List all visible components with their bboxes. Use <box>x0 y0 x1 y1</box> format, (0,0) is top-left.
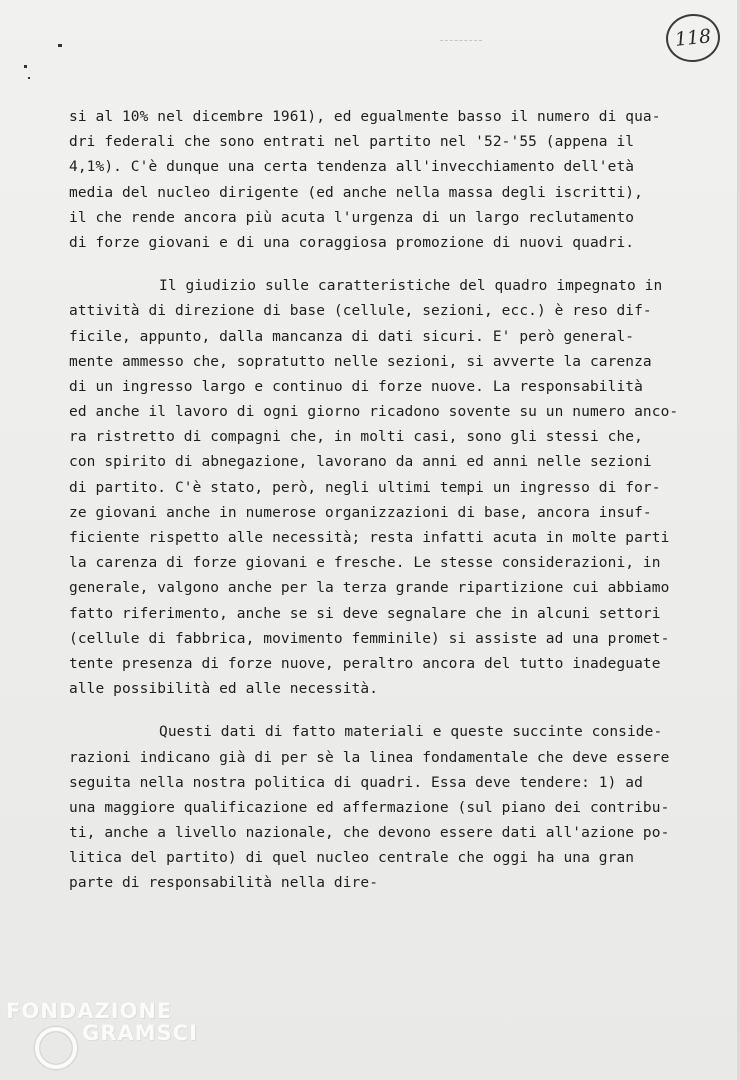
ink-speck <box>58 44 62 47</box>
text-line: si al 10% nel dicembre 1961), ed egualmente basso il numero di qua- <box>69 109 661 125</box>
text-line: ed anche il lavoro di ogni giorno ricadono sovente su un numero anco- <box>69 404 679 421</box>
text-line: Questi dati di fatto materiali e queste succinte conside- <box>159 724 663 741</box>
paragraph-3 <box>69 720 681 896</box>
text-line: tente presenza di forze nuove, peraltro ancora del tutto inadeguate <box>69 655 661 672</box>
text-line: seguita nella nostra politica di quadri. Essa deve tendere: 1) ad <box>69 774 643 791</box>
paragraph-gap <box>69 702 681 720</box>
text-line: razioni indicano già di per sè la linea fondamentale che deve essere <box>69 749 670 766</box>
text-line: la carenza di forze giovani e fresche. Le stesse considerazioni, in <box>69 555 661 572</box>
paragraph-2 <box>69 274 681 702</box>
ink-speck <box>24 65 27 68</box>
text-line: mente ammesso che, sopratutto nelle sezioni, si avverte la carenza <box>69 353 652 370</box>
text-line: ficiente rispetto alle necessità; resta infatti acuta in molte parti <box>69 530 670 546</box>
ink-speck <box>28 77 30 79</box>
faint-pencil-mark <box>440 40 482 41</box>
text-line: Il giudizio sulle caratteristiche del quadro impegnato in <box>159 278 663 295</box>
text-line: parte di responsabilità nella dire- <box>69 875 379 892</box>
text-line: con spirito di abnegazione, lavorano da anni ed anni nelle sezioni <box>69 454 652 471</box>
watermark-logo-icon <box>28 1018 84 1074</box>
typewritten-text <box>69 105 681 897</box>
text-line: fatto riferimento, anche se si deve segnalare che in alcuni settori <box>69 605 661 622</box>
text-line: il che rende ancora più acuta l'urgenza di un largo reclutamento <box>69 209 635 226</box>
text-line: generale, valgono anche per la terza grande ripartizione cui abbiamo <box>69 580 670 597</box>
text-line: attività di direzione di base (cellule, sezioni, ecc.) è reso dif- <box>69 303 652 320</box>
text-line: ti, anche a livello nazionale, che devono essere dati all'azione po- <box>69 825 670 842</box>
text-line: di forze giovani e di una coraggiosa promozione di nuovi quadri. <box>69 234 635 251</box>
text-line: di un ingresso largo e continuo di forze nuove. La responsabilità <box>69 378 643 395</box>
text-line: ficile, appunto, dalla mancanza di dati sicuri. E' però general- <box>69 328 635 345</box>
handwritten-page-number: 118 <box>664 11 723 64</box>
watermark-line-1: FONDAZIONE <box>6 999 173 1023</box>
text-line: di partito. C'è stato, però, negli ultimi tempi un ingresso di for- <box>69 479 661 496</box>
paragraph-gap <box>69 256 681 274</box>
text-line: una maggiore qualificazione ed affermazione (sul piano dei contribu- <box>69 799 670 816</box>
text-line: dri federali che sono entrati nel partito nel '52-'55 (appena il <box>69 134 635 151</box>
paragraph-1 <box>69 105 681 256</box>
text-line: alle possibilità ed alle necessità. <box>69 681 379 698</box>
text-line: litica del partito) di quel nucleo centrale che oggi ha una gran <box>69 850 635 867</box>
text-line: (cellule di fabbrica, movimento femminile) si assiste ad una promet- <box>69 630 670 647</box>
text-line: ze giovani anche in numerose organizzazioni di base, ancora insuf- <box>69 504 652 521</box>
text-line: 4,1%). C'è dunque una certa tendenza all'invecchiamento dell'età <box>69 159 635 176</box>
watermark-line-2: GRAMSCI <box>82 1021 198 1045</box>
fondazione-gramsci-watermark <box>6 1000 206 1076</box>
text-line: ra ristretto di compagni che, in molti casi, sono gli stessi che, <box>69 429 643 446</box>
text-line: media del nucleo dirigente (ed anche nella massa degli iscritti), <box>69 184 643 201</box>
